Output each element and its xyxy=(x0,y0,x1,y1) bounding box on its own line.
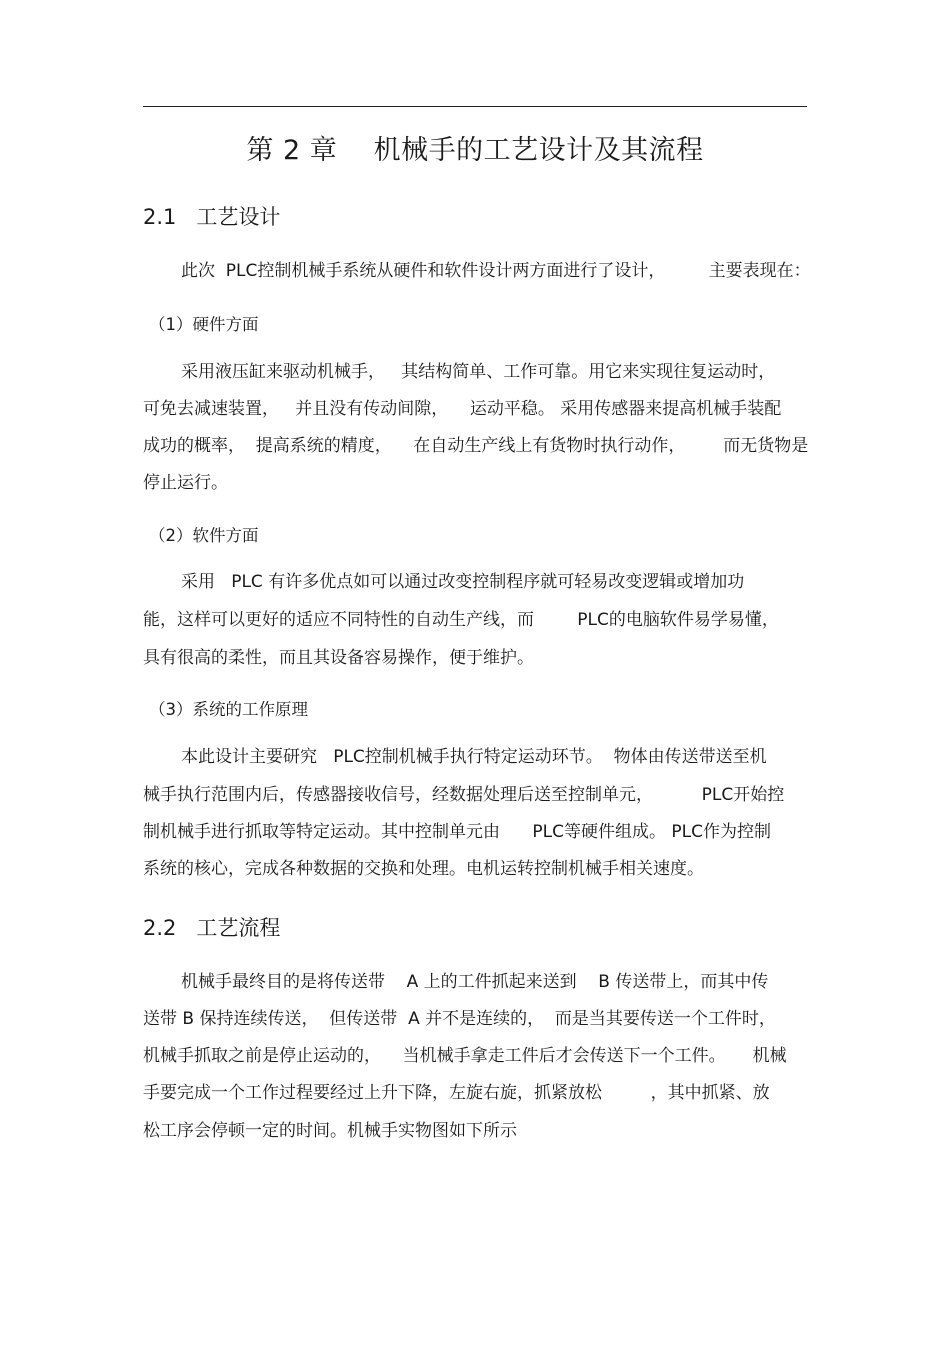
section-title-2-2: 2.2 工艺流程 xyxy=(143,916,281,940)
paragraph-line: 制机械手进行抓取等特定运动。其中控制单元由 PLC等硬件组成。 PLC作为控制 xyxy=(143,822,772,842)
paragraph-line: 停止运行。 xyxy=(143,473,228,493)
intro-paragraph: 此次 PLC控制机械手系统从硬件和软件设计两方面进行了设计， 主要表现在： xyxy=(181,261,811,281)
paragraph-line: 成功的概率， 提高系统的精度， 在自动生产线上有货物时执行动作， 而无货物是 xyxy=(143,436,809,456)
header-rule xyxy=(143,106,807,107)
paragraph-line: 械手执行范围内后，传感器接收信号，经数据处理后送至控制单元， PLC开始控 xyxy=(143,785,785,805)
subsection-principle-title: （3）系统的工作原理 xyxy=(149,700,308,719)
paragraph-line: 送带 B 保持连续传送， 但传送带 A 并不是连续的， 而是当其要传送一个工件时， xyxy=(143,1009,776,1029)
paragraph-line: 具有很高的柔性，而且其设备容易操作，便于维护。 xyxy=(143,648,534,668)
paragraph-line: 手要完成一个工作过程要经过上升下降，左旋右旋，抓紧放松 ，其中抓紧、放 xyxy=(143,1083,770,1103)
paragraph-line: 系统的核心，完成各种数据的交换和处理。电机运转控制机械手相关速度。 xyxy=(143,859,704,879)
section-title-2-1: 2.1 工艺设计 xyxy=(143,205,281,229)
paragraph-line: 机械手抓取之前是停止运动的， 当机械手拿走工件后才会传送下一个工件。 机械 xyxy=(143,1046,787,1066)
paragraph-line: 本此设计主要研究 PLC控制机械手执行特定运动环节。 物体由传送带送至机 xyxy=(181,747,767,767)
subsection-hardware-title: （1）硬件方面 xyxy=(149,315,259,334)
paragraph-line: 采用液压缸来驱动机械手， 其结构简单、工作可靠。用它来实现往复运动时， xyxy=(181,362,776,382)
paragraph-line: 采用 PLC 有许多优点如可以通过改变控制程序就可轻易改变逻辑或增加功 xyxy=(181,572,745,592)
chapter-title: 第 2 章 机械手的工艺设计及其流程 xyxy=(246,135,704,166)
paragraph-line: 松工序会停顿一定的时间。机械手实物图如下所示 xyxy=(143,1121,517,1141)
paragraph-line: 能，这样可以更好的适应不同特性的自动生产线，而 PLC的电脑软件易学易懂， xyxy=(143,610,779,630)
subsection-software-title: （2）软件方面 xyxy=(149,526,259,545)
paragraph-line: 机械手最终目的是将传送带 A 上的工件抓起来送到 B 传送带上，而其中传 xyxy=(181,972,769,992)
paragraph-line: 可免去减速装置， 并且没有传动间隙， 运动平稳。 采用传感器来提高机械手装配 xyxy=(143,399,782,419)
